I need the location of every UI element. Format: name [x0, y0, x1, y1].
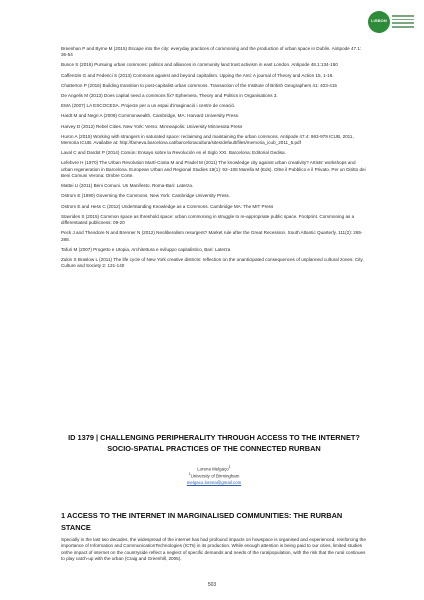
reference-item: Harvey D (2012) Rebel Cities. New York: Verso. Minneapolis: University Minnesota Press	[61, 123, 243, 129]
author-email-link[interactable]: melgaco.lorena@gmail.com	[186, 479, 242, 485]
reference-item: Caffentzis G and Federici S (2013) Commons against and beyond capitalism. Upping the Anti: A journal of Theory and Action 15, 1-16.	[61, 72, 334, 78]
reference-item: Tafuri M (2007) Progetto e Utopia, Architettura e sviluppo capitalistico, Bari: Laterza	[61, 246, 231, 252]
reference-item: Peck J and Theodore N and Brenner N (2012) Neoliberalism resurgent? Market rule after the Great Recession. South Atlantic Quarterly. 111(2): 265-288.	[61, 230, 363, 242]
author-name: Lorena Melgaço	[197, 466, 229, 472]
logo-text: LISBON	[371, 18, 387, 23]
reference-item: Laval C and Dardot P (2014) Común: Ensayo sobre la Revolución en el Siglo XXI. Barcelona: Editorial Gedisa.	[61, 150, 286, 156]
reference-item: Mattei U (2011) Beni Comuni. Un Manifesto. Roma-Bari: Laterza.	[61, 183, 194, 189]
reference-item: De Angelis M (2013) Does capital need a commons fix? Ephemera, Theory and Politics in Organisations 3.	[61, 93, 278, 99]
affiliation-line	[61, 472, 367, 479]
reference-item: Ostrom E and Hess C (2012) Understanding Knowledge as a Commons. Cambridge MA: The MIT Press	[61, 203, 274, 209]
author-block	[61, 465, 367, 485]
reference-item: Breenhan P and Byrne M (2015) Escape into the city: everyday practices of commoning and the production of urban space in Dublin. Antipode 47.1: 36-54	[61, 46, 362, 58]
affiliation-superscript: 1	[188, 472, 191, 477]
reference-item: Bunce S (2016) Pursuing urban commons: politics and alliances in community land trust activism in east London. Antipode 48.1:134-150	[61, 62, 338, 68]
reference-item: Stavrides S (2015) Common space as threshold space: urban commoning in struggle to re-appropriate public space. Footprint. Commoning as a differentiated publicness: 09-20	[61, 213, 355, 226]
page-number: 503	[207, 582, 217, 588]
author-name-line	[61, 465, 367, 472]
conference-logo	[368, 11, 414, 33]
logo-lines	[392, 15, 414, 30]
reference-item: Lefebvre H (1970) The Urban Revolution Martí-Costa M and Pradel M (2011) The knowledge city against urban creativity? Artists' workshops and urban regeneration in Barcelona. European Urban and Regional Studies 19(1): 92–108 Marella M (Eds). Oltre il Pubblico e il Privato. Per un Diritto dei Beni Comuni Verona: Ombre Corte.	[61, 160, 366, 179]
author-superscript: 1	[228, 465, 231, 469]
reference-item: Huron A (2015) Working with strangers in saturated space: reclaiming and maintaining the urban commons. Antipode 47.4: 963-979 ICUB, 2011, Memoria ICUB. Available at: http://fameva.barcelona.cat/barcelonacultura/sites/default/files/memoria_icub_2011_5.pdf	[61, 133, 354, 146]
section-body-paragraph: Specially in the last two decades, the widespread of the internet has had profound impacts on howspace is organised and experienced, reinforcing the importance of Information and CommunicationTechnologies (ICTs) in its production. While enough attention is being paid to our cities, limited studies onthe impact of internet on the countryside reflect a neglect of specific demands and needs of the ruralpopulation, with the risk that the rural continues to play catch-up with the urban (Craig and Greenhill, 2005).	[61, 537, 366, 561]
logo-badge	[368, 11, 390, 33]
author-affiliation: University of Birmingham	[190, 473, 240, 479]
reference-item: Chatterton P (2016) Building transition to post-capitalist urban commons. Transaction of the Institute of British Geographers 41: 403-415	[61, 82, 337, 88]
reference-item: Zukin S Braslow L (2011) The life cycle of New York creative districts: reflection on the unanticipated consequences of unplanned cultural zones. City, Culture and Society 2: 131-140	[61, 256, 364, 269]
paper-title: ID 1379 | CHALLENGING PERIPHERALITY THROUGH ACCESS TO THE INTERNET? SOCIO-SPATIAL PRACTICES OF THE CONNECTED RURBAN	[68, 433, 360, 453]
reference-item: Hardt M and Negri A (2009) Commonwealth. Cambridge, MA: Harvard University Press.	[61, 113, 240, 119]
reference-item: Ostrom E (1990) Governing the Commons. New York: Cambridge University Press.	[61, 193, 231, 199]
author-email-line	[61, 480, 367, 486]
reference-list	[61, 46, 367, 273]
section-heading: 1 ACCESS TO THE INTERNET IN MARGINALISED COMMUNITIES: THE RURBAN STANCE	[61, 511, 343, 532]
reference-item: EMA (2007) LA ESCOCESA. Projecte per a un espai d'imaginació i centre de creació.	[61, 103, 236, 109]
